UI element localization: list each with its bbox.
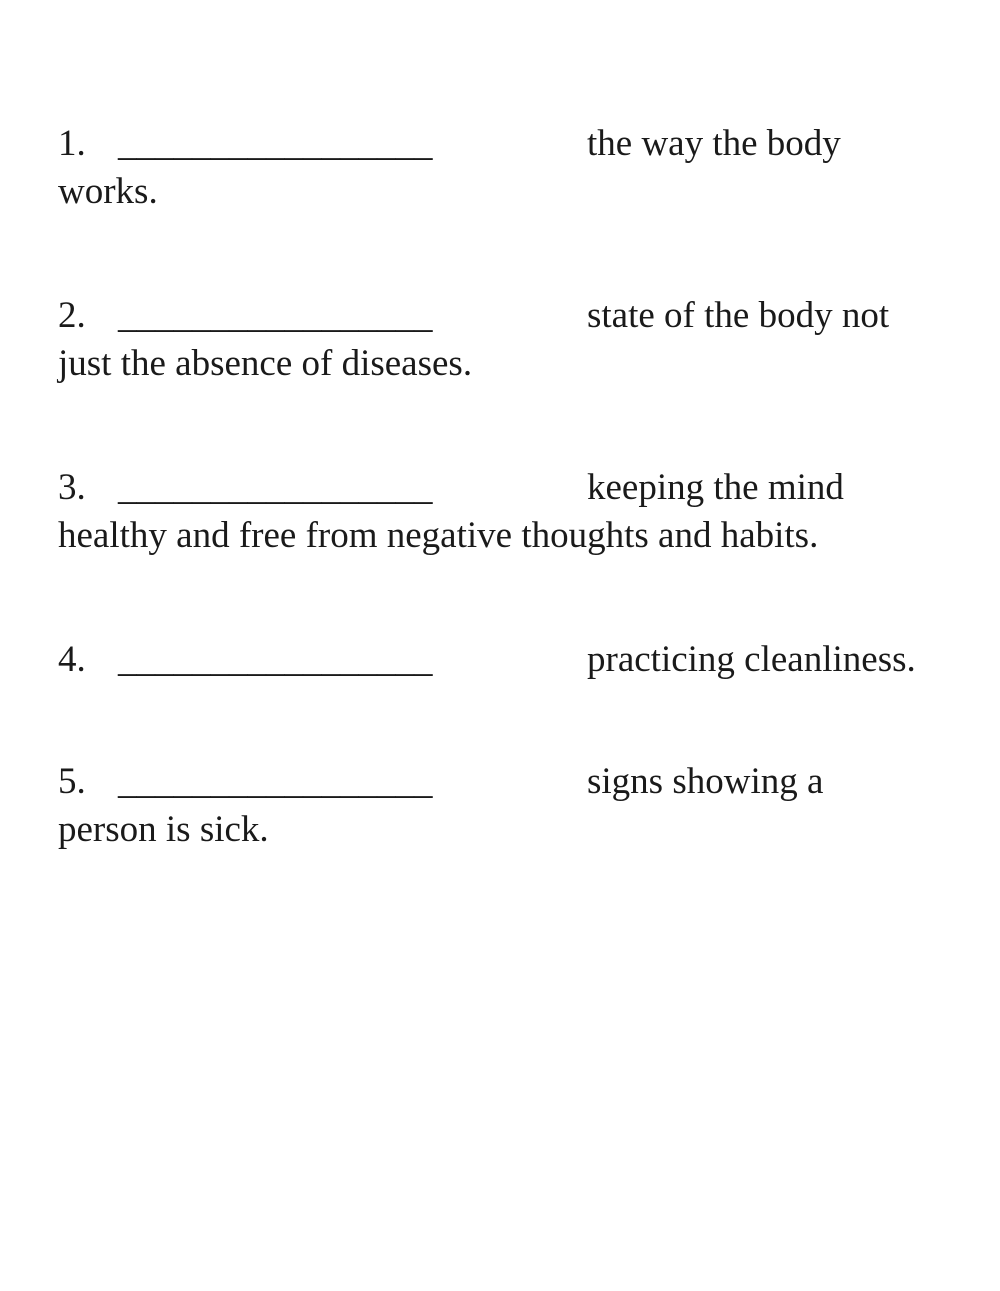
- question-line: [58, 120, 958, 168]
- definition-continuation: works.: [58, 171, 158, 212]
- definition-text: keeping the mind: [587, 467, 844, 508]
- definition-continuation: healthy and free from negative thoughts and habits.: [58, 515, 819, 556]
- question-5: [58, 758, 958, 854]
- question-1: [58, 120, 958, 216]
- question-line: [58, 636, 958, 684]
- answer-blank: _________________: [118, 295, 433, 336]
- answer-blank: _________________: [118, 639, 433, 680]
- definition-text: state of the body not: [587, 295, 890, 336]
- definition-text: practicing cleanliness.: [587, 639, 916, 680]
- definition-text: the way the body: [587, 123, 841, 164]
- question-number: 3.: [58, 467, 86, 508]
- definition-continuation: person is sick.: [58, 809, 269, 850]
- question-line: [58, 758, 958, 806]
- question-3: [58, 464, 958, 560]
- question-line: [58, 292, 958, 340]
- question-4: [58, 636, 958, 684]
- definition-text: signs showing a: [587, 761, 824, 802]
- answer-blank: _________________: [118, 467, 433, 508]
- question-number: 4.: [58, 639, 86, 680]
- question-number: 1.: [58, 123, 86, 164]
- question-2: [58, 292, 958, 388]
- answer-blank: _________________: [118, 761, 433, 802]
- question-line: [58, 464, 958, 512]
- question-number: 2.: [58, 295, 86, 336]
- definition-continuation: just the absence of diseases.: [58, 343, 473, 384]
- answer-blank: _________________: [118, 123, 433, 164]
- question-number: 5.: [58, 761, 86, 802]
